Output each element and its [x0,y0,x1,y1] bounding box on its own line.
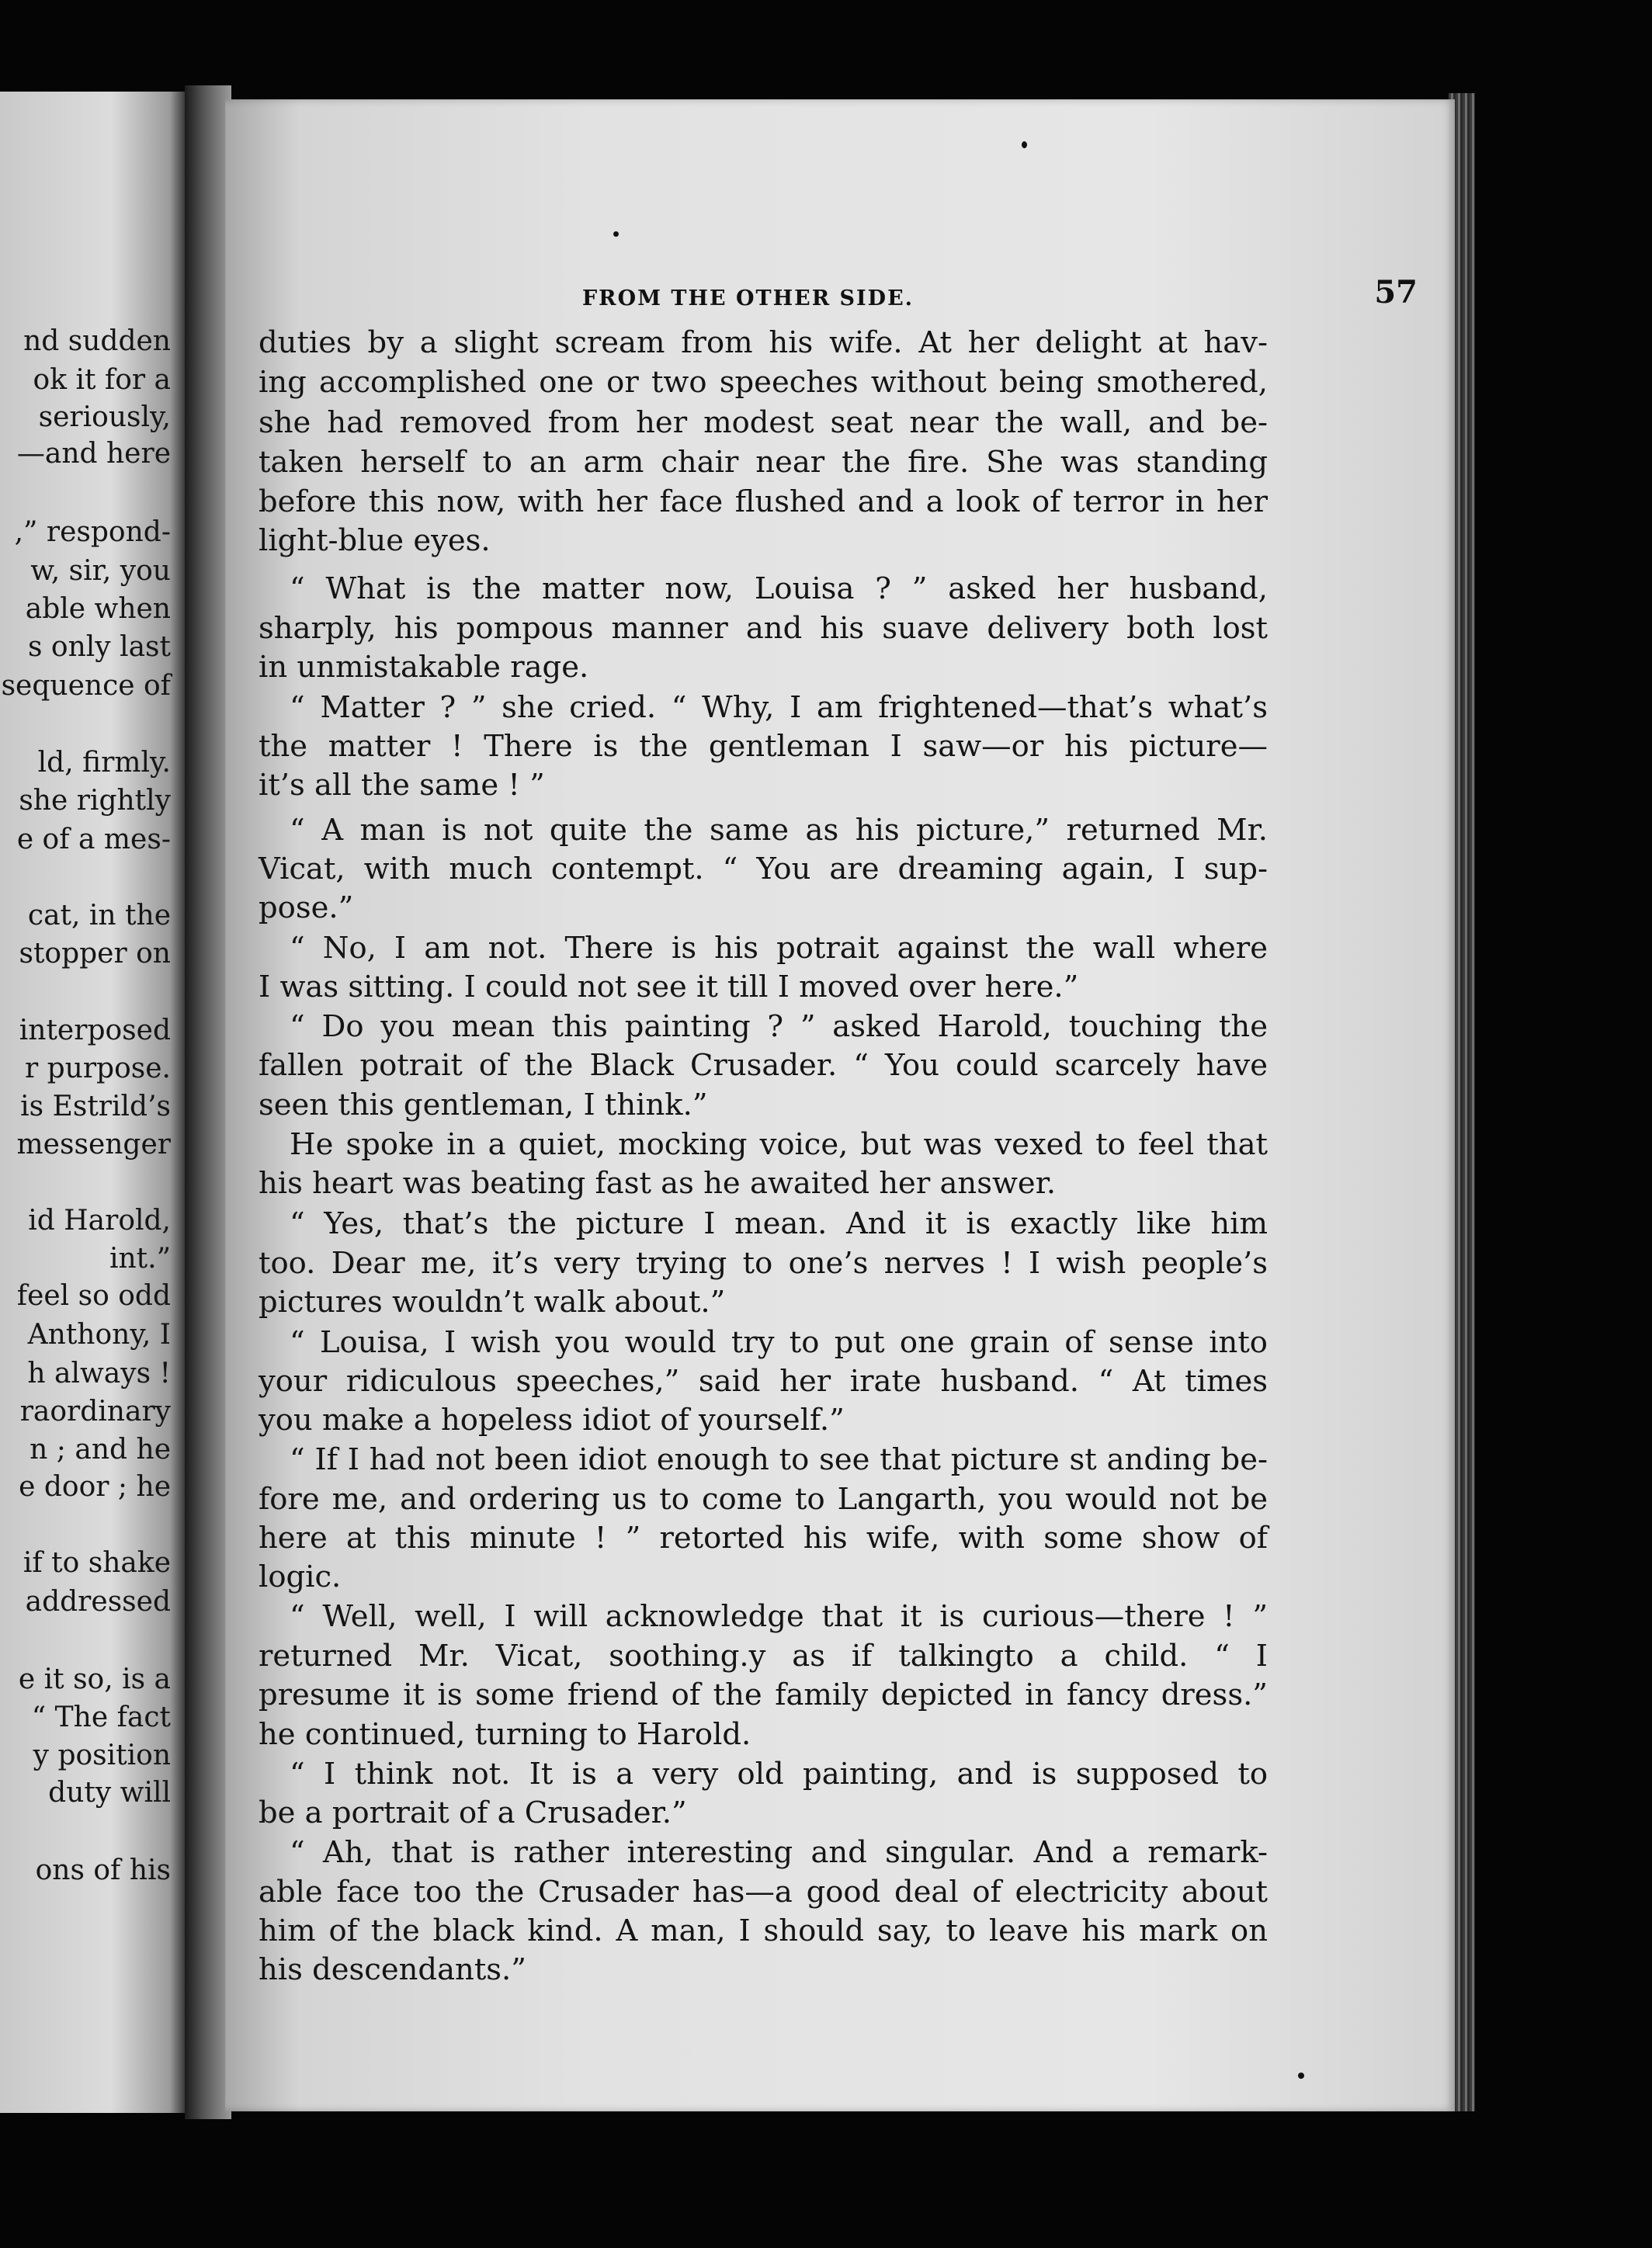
body-text-line: it’s all the same ! ” [259,768,545,803]
facing-page-line: is Estrild’s [20,1091,171,1122]
facing-page-line: interposed [19,1015,171,1046]
running-head: FROM THE OTHER SIDE. [582,286,914,310]
facing-page-line: she rightly [19,785,171,817]
body-text-line: pictures wouldn’t walk about.” [259,1285,726,1320]
body-text-line: his descendants.” [259,1952,526,1987]
facing-page-line: y position [33,1740,171,1771]
facing-page-line: raordinary [19,1396,171,1428]
facing-page-line: addressed [25,1586,171,1618]
body-text-line: he continued, turning to Harold. [259,1717,751,1752]
facing-page-line: Anthony, I [27,1319,171,1351]
body-text-line: logic. [259,1559,342,1594]
book-page [225,99,1455,2111]
facing-page-line: e of a mes- [16,824,171,855]
body-text-line: his heart was beating fast as he awaited her answer. [259,1166,1057,1201]
facing-page-line: h always ! [27,1358,171,1389]
body-text-line: pose.” [259,890,354,925]
body-text-line: ing accomplished one or two speeches without being smothered, [259,365,1268,400]
facing-page-line: duty will [48,1777,171,1809]
facing-page-line: ,” respond- [14,516,171,548]
facing-page-line: —and here [16,438,171,470]
facing-page-line: e it so, is a [18,1663,171,1695]
facing-page-line: ok it for a [33,364,171,396]
facing-page-line: cat, in the [27,900,171,931]
body-text-line: “ A man is not quite the same as his picture,” returned Mr. [290,813,1268,848]
body-text-line: the matter ! There is the gentleman I saw—or his picture— [259,729,1268,764]
body-text-line: sharply, his pompous manner and his suave delivery both lost [259,611,1268,646]
body-text-line: Vicat, with much contempt. “ You are dreaming again, I sup- [259,852,1268,886]
print-speck [1022,141,1027,148]
body-text-line: she had removed from her modest seat near the wall, and be- [259,405,1268,440]
body-text-line: I was sitting. I could not see it till I moved over here.” [259,970,1079,1004]
body-text-line: “ Matter ? ” she cried. “ Why, I am frightened—that’s what’s [290,690,1268,725]
body-text-line: be a portrait of a Crusader.” [259,1795,687,1830]
body-text-line: before this now, with her face flushed and a look of terror in her [259,484,1268,519]
facing-page-line: ons of his [35,1854,171,1886]
facing-page-line: s only last [28,631,171,663]
body-text-line: seen this gentleman, I think.” [259,1088,708,1122]
facing-page-line: id Harold, [28,1205,171,1237]
body-text-line: light-blue eyes. [259,523,491,558]
body-text-line: able face too the Crusader has—a good deal of electricity about [259,1875,1268,1910]
facing-page-line: if to shake [23,1547,171,1579]
facing-page-line: e door ; he [19,1471,171,1503]
body-text-line: your ridiculous speeches,” said her irate husband. “ At times [259,1364,1268,1399]
facing-page-line: “ The fact [31,1702,171,1733]
book-gutter [185,85,231,2119]
body-text-line: “ What is the matter now, Louisa ? ” asked her husband, [290,571,1268,606]
facing-page-line: feel so odd [16,1280,171,1312]
facing-page-line: ld, firmly. [37,747,171,779]
page-number: 57 [1374,274,1418,310]
body-text-line: him of the black kind. A man, I should say, to leave his mark on [259,1913,1268,1948]
body-text-line: fore me, and ordering us to come to Langarth, you would not be [259,1482,1268,1517]
facing-page-line: sequence of [1,670,171,702]
body-text-line: “ Well, well, I will acknowledge that it is curious—there ! ” [290,1599,1268,1634]
print-speck [613,231,619,237]
body-text-line: “ I think not. It is a very old painting, and is supposed to [290,1757,1268,1792]
body-text-line: you make a hopeless idiot of yourself.” [259,1403,845,1438]
body-text-line: He spoke in a quiet, mocking voice, but was vexed to feel that [290,1127,1268,1162]
body-text-line: here at this minute ! ” retorted his wife, with some show of [259,1521,1268,1556]
body-text-line: too. Dear me, it’s very trying to one’s nerves ! I wish people’s [259,1246,1268,1281]
body-text-line: “ Louisa, I wish you would try to put one grain of sense into [290,1325,1268,1360]
facing-page-fragment [0,92,185,2113]
facing-page-line: w, sir, you [30,555,171,587]
body-text-line: “ No, I am not. There is his potrait against the wall where [290,931,1268,966]
facing-page-line: n ; and he [30,1434,171,1466]
body-text-line: fallen potrait of the Black Crusader. “ You could scarcely have [259,1048,1268,1083]
body-text-line: “ Do you mean this painting ? ” asked Harold, touching the [290,1009,1268,1044]
body-text-line: presume it is some friend of the family depicted in fancy dress.” [259,1677,1268,1712]
print-speck [1298,2073,1304,2079]
body-text-line: “ Yes, that’s the picture I mean. And it is exactly like him [290,1206,1268,1241]
body-text-line: returned Mr. Vicat, soothing.y as if talkingto a child. “ I [259,1639,1268,1674]
body-text-line: duties by a slight scream from his wife. At her delight at hav- [259,325,1268,360]
facing-page-line: messenger [16,1129,171,1160]
facing-page-line: seriously, [38,401,171,433]
facing-page-line: int.” [109,1243,171,1275]
facing-page-line: stopper on [19,938,171,970]
body-text-line: “ If I had not been idiot enough to see that picture st anding be- [290,1442,1268,1477]
facing-page-line: nd sudden [23,325,171,357]
body-text-line: in unmistakable rage. [259,650,589,685]
page-header [225,274,1455,321]
facing-page-line: r purpose. [24,1053,171,1084]
facing-page-line: able when [25,593,171,625]
body-text-line: taken herself to an arm chair near the fire. She was standing [259,445,1268,480]
body-text-line: “ Ah, that is rather interesting and singular. And a remark- [290,1835,1268,1870]
